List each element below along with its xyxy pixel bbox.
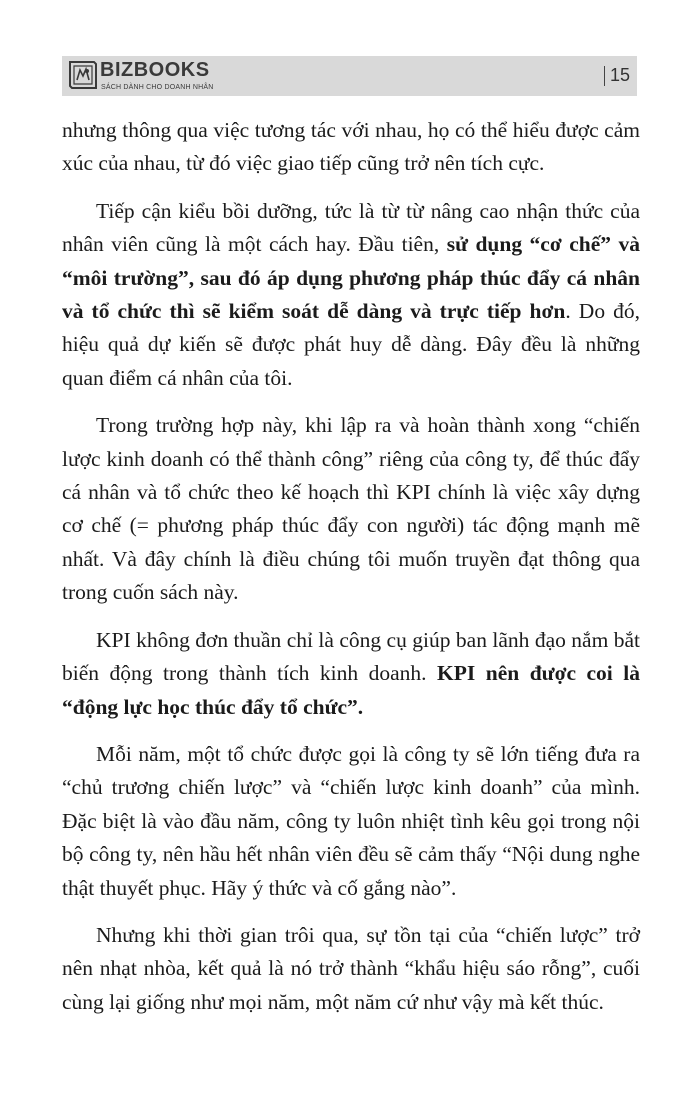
page-number-divider	[604, 66, 605, 86]
paragraph-2-text-c: . Do đó, hiệu quả dự kiến sẽ được phát huy dễ dàng. Đây đều là những quan điểm cá nhân của tôi.	[62, 299, 640, 390]
paragraph-2-bold: sử dụng “cơ chế” và “môi trường”, sau đó áp dụng phương pháp thúc đẩy cá nhân và tổ chức thì sẽ kiểm soát dễ dàng và trực tiếp hơn	[62, 232, 640, 324]
paragraph-3: Trong trường hợp này, khi lập ra và hoàn thành xong “chiến lược kinh doanh có thể thành công” riêng của công ty, để thúc đẩy cá nhân và tổ chức theo kế hoạch thì KPI chính là việc xây dựng cơ chế (= phương pháp thúc đẩy con người) tác động mạnh mẽ nhất. Và đây chính là điều chúng tôi muốn truyền đạt thông qua trong cuốn sách này.	[62, 413, 640, 605]
paragraph-6: Nhưng khi thời gian trôi qua, sự tồn tại của “chiến lược” trở nên nhạt nhòa, kết quả là nó trở thành “khẩu hiệu sáo rỗng”, cuối cùng lại giống như mọi năm, một năm cứ như vậy mà kết thúc.	[62, 922, 640, 1014]
page-body	[62, 114, 640, 1019]
brand-name: BIZBOOKS	[100, 59, 210, 81]
brand-tagline: SÁCH DÀNH CHO DOANH NHÂN	[101, 84, 214, 91]
page-number: 15	[610, 65, 631, 85]
paragraph-4-text-a: KPI không đơn thuần chỉ là công cụ giúp ban lãnh đạo nắm bắt biến động trong thành tích kinh doanh.	[62, 627, 640, 686]
paragraph-2	[62, 195, 640, 395]
paragraph-5: Mỗi năm, một tổ chức được gọi là công ty sẽ lớn tiếng đưa ra “chủ trương chiến lược” và “chiến lược kinh doanh” của mình. Đặc biệt là vào đầu năm, công ty luôn nhiệt tình kêu gọi trong nội bộ công ty, nên hầu hết nhân viên đều sẽ cảm thấy “Nội dung nghe thật thuyết phục. Hãy ý thức và cố gắng nào”.	[62, 741, 640, 900]
paragraph-2-text-a: Tiếp cận kiểu bồi dưỡng, tức là từ từ nâng cao nhận thức của nhân viên cũng là một cách hay. Đầu tiên,	[62, 198, 640, 257]
bizbooks-logo-icon	[68, 58, 98, 92]
paragraph-1: nhưng thông qua việc tương tác với nhau, họ có thể hiểu được cảm xúc của nhau, từ đó việc giao tiếp cũng trở nên tích cực.	[62, 118, 640, 176]
paragraph-4-bold: KPI nên được coi là “động lực học thúc đẩy tổ chức”.	[62, 661, 640, 719]
paragraph-4	[62, 624, 640, 724]
